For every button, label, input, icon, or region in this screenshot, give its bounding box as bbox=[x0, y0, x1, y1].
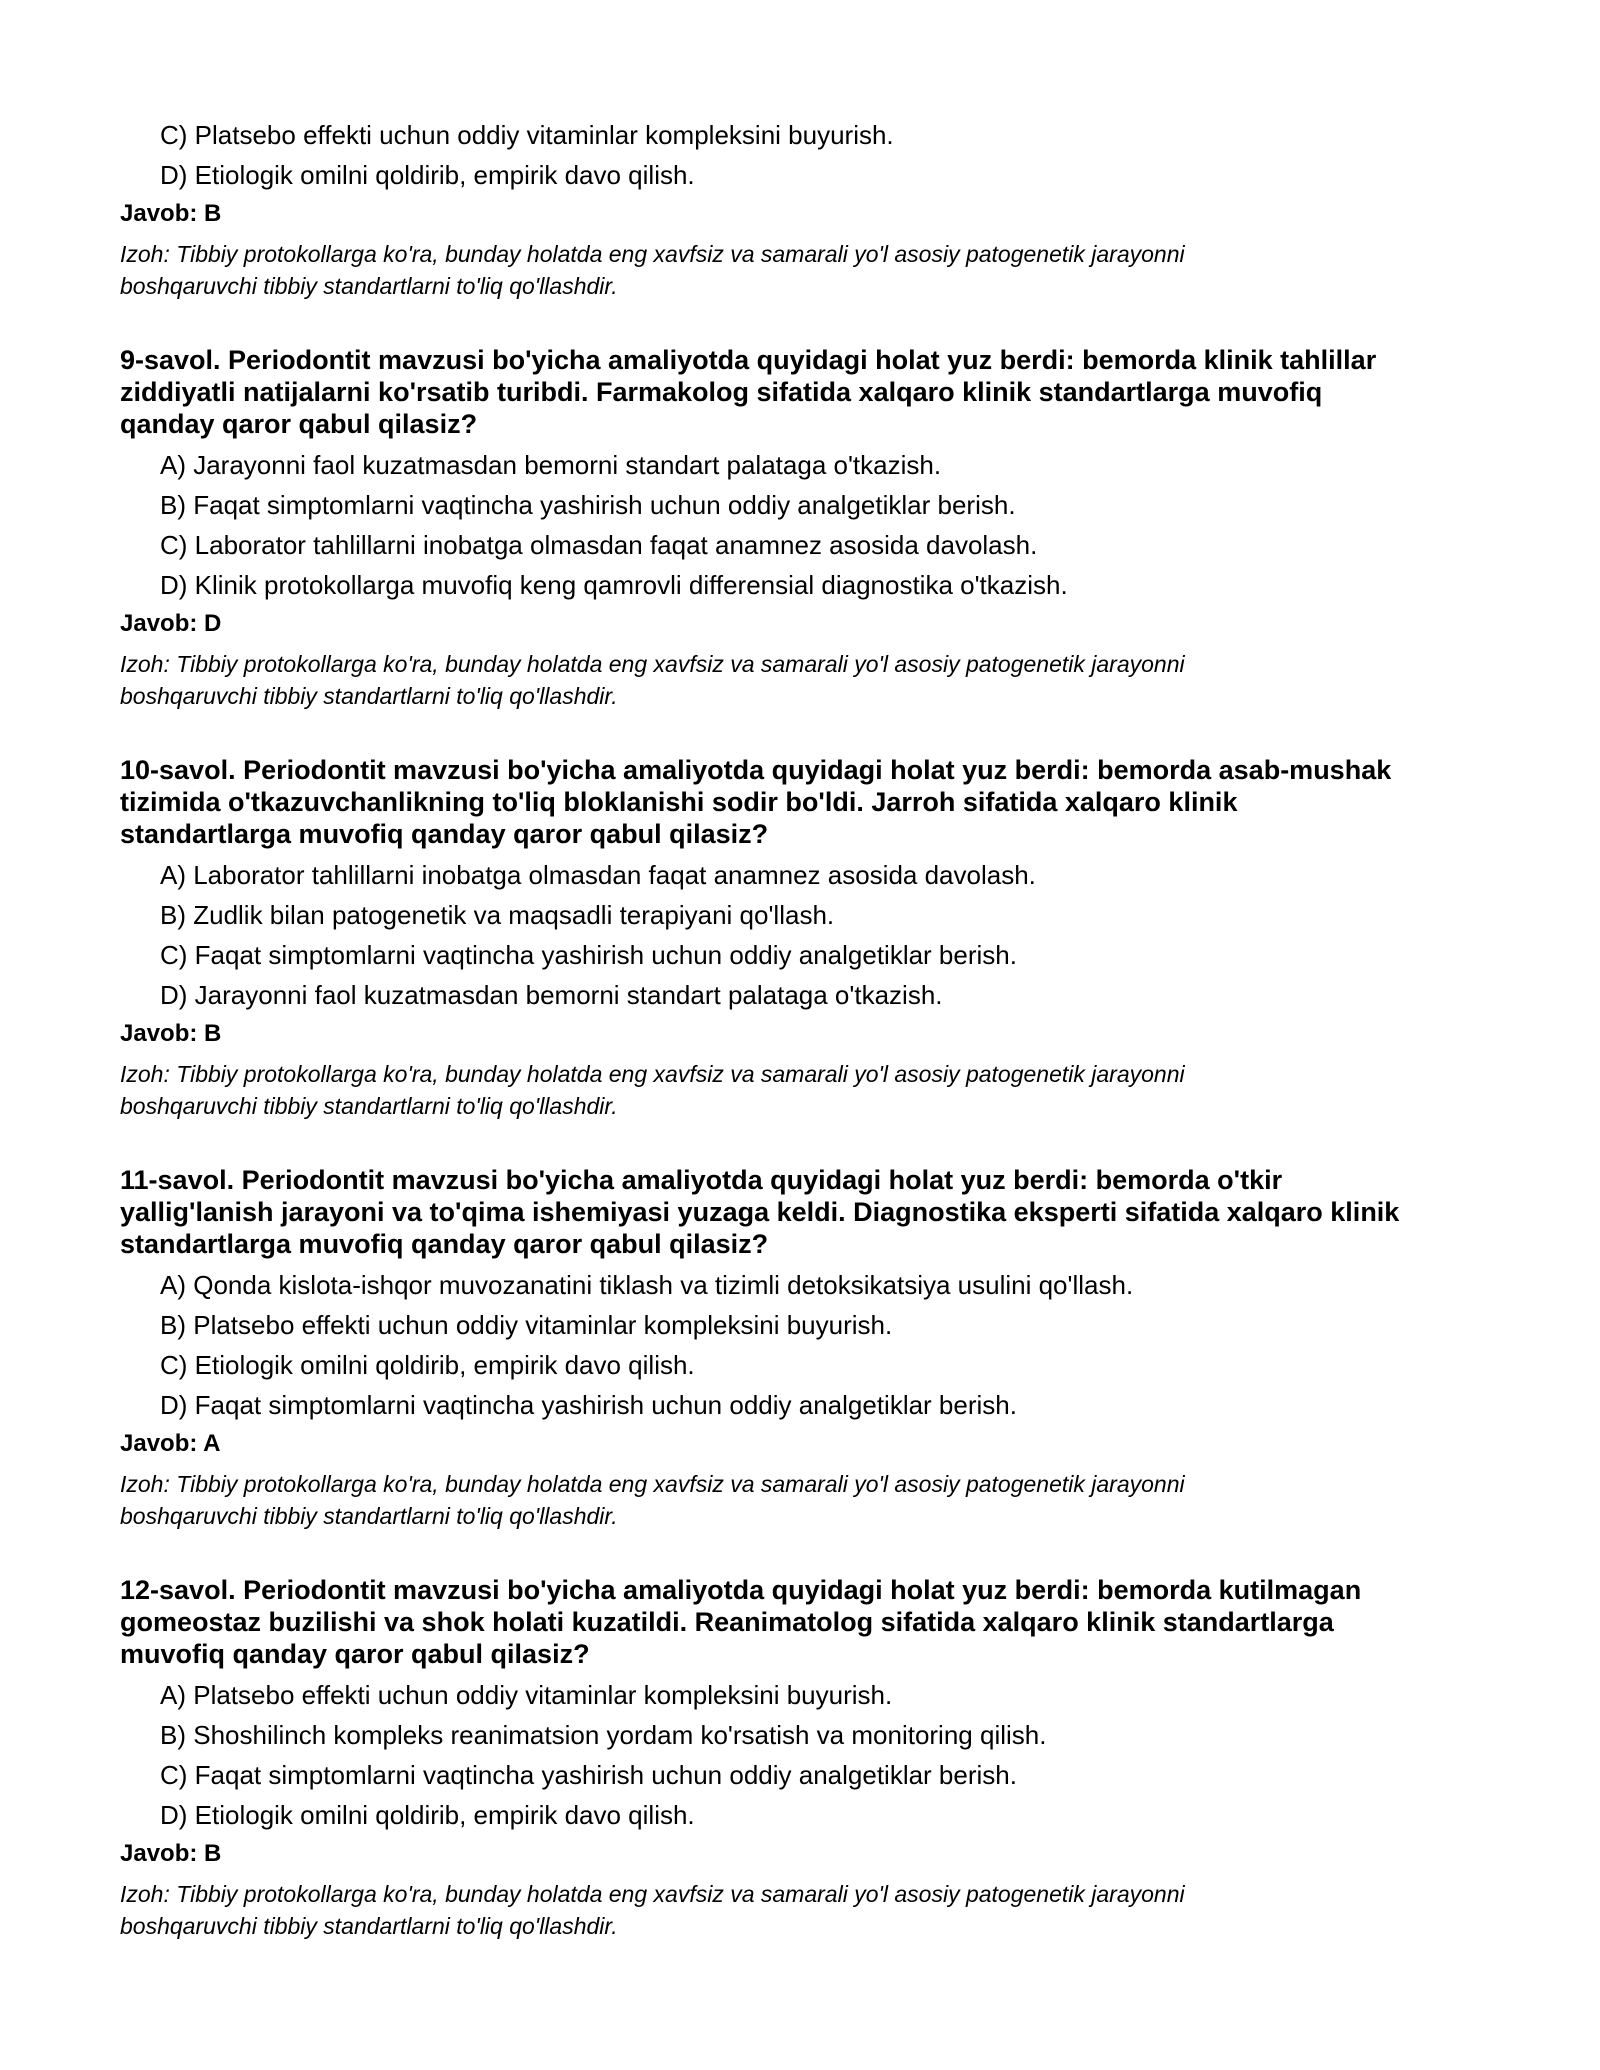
question-block-9 bbox=[120, 344, 1490, 712]
explanation-note bbox=[120, 648, 1490, 712]
question-title-line: standartlarga muvofiq qanday qaror qabul qilasiz? bbox=[120, 819, 769, 849]
option-c: C) Platsebo effekti uchun oddiy vitaminlar kompleksini buyurish. bbox=[160, 120, 894, 150]
question-title-line: standartlarga muvofiq qanday qaror qabul qilasiz? bbox=[120, 1229, 769, 1259]
explanation-line-1: Izoh: Tibbiy protokollarga ko'ra, bunday holatda eng xavfsiz va samarali yo'l asosiy patogenetik jarayonni bbox=[120, 241, 1185, 267]
question-block-8-continued bbox=[120, 120, 1490, 302]
question-title bbox=[120, 1164, 1490, 1260]
question-title bbox=[120, 344, 1490, 440]
document-page bbox=[120, 120, 1490, 1942]
question-title-line: qanday qaror qabul qilasiz? bbox=[120, 409, 478, 439]
question-title-line: ziddiyatli natijalarni ko'rsatib turibdi. Farmakolog sifatida xalqaro klinik standartlarga muvofiq bbox=[120, 377, 1323, 407]
option-b: B) Shoshilinch kompleks reanimatsion yordam ko'rsatish va monitoring qilish. bbox=[160, 1720, 1047, 1750]
option-d: D) Faqat simptomlarni vaqtincha yashirish uchun oddiy analgetiklar berish. bbox=[160, 1390, 1017, 1420]
option-b: B) Zudlik bilan patogenetik va maqsadli terapiyani qo'llash. bbox=[160, 900, 835, 930]
question-title-line: 11-savol. Periodontit mavzusi bo'yicha amaliyotda quyidagi holat yuz berdi: bemorda o'tkir bbox=[120, 1165, 1283, 1195]
option-a: A) Qonda kislota-ishqor muvozanatini tiklash va tizimli detoksikatsiya usulini qo'llash. bbox=[160, 1270, 1134, 1300]
question-block-12 bbox=[120, 1574, 1490, 1942]
answer-label: Javob: A bbox=[120, 1430, 221, 1457]
option-d: D) Etiologik omilni qoldirib, empirik davo qilish. bbox=[160, 160, 695, 190]
answer-label: Javob: D bbox=[120, 610, 222, 637]
option-b: B) Faqat simptomlarni vaqtincha yashirish uchun oddiy analgetiklar berish. bbox=[160, 490, 1016, 520]
answer-label: Javob: B bbox=[120, 1020, 222, 1047]
explanation-line-2: boshqaruvchi tibbiy standartlarni to'liq qo'llashdir. bbox=[120, 1093, 618, 1119]
question-block-11 bbox=[120, 1164, 1490, 1532]
explanation-line-1: Izoh: Tibbiy protokollarga ko'ra, bunday holatda eng xavfsiz va samarali yo'l asosiy patogenetik jarayonni bbox=[120, 1471, 1185, 1497]
question-title-line: 12-savol. Periodontit mavzusi bo'yicha amaliyotda quyidagi holat yuz berdi: bemorda kutilmagan bbox=[120, 1575, 1362, 1605]
option-d: D) Etiologik omilni qoldirib, empirik davo qilish. bbox=[160, 1800, 695, 1830]
option-c: C) Etiologik omilni qoldirib, empirik davo qilish. bbox=[160, 1350, 695, 1380]
question-title-line: muvofiq qanday qaror qabul qilasiz? bbox=[120, 1639, 590, 1669]
option-a: A) Laborator tahlillarni inobatga olmasdan faqat anamnez asosida davolash. bbox=[160, 860, 1036, 890]
option-c: C) Faqat simptomlarni vaqtincha yashirish uchun oddiy analgetiklar berish. bbox=[160, 1760, 1017, 1790]
option-a: A) Platsebo effekti uchun oddiy vitaminlar kompleksini buyurish. bbox=[160, 1680, 893, 1710]
question-title-line: gomeostaz buzilishi va shok holati kuzatildi. Reanimatolog sifatida xalqaro klinik standartlarga bbox=[120, 1607, 1334, 1637]
option-c: C) Faqat simptomlarni vaqtincha yashirish uchun oddiy analgetiklar berish. bbox=[160, 940, 1017, 970]
question-block-10 bbox=[120, 754, 1490, 1122]
option-b: B) Platsebo effekti uchun oddiy vitaminlar kompleksini buyurish. bbox=[160, 1310, 893, 1340]
explanation-line-1: Izoh: Tibbiy protokollarga ko'ra, bunday holatda eng xavfsiz va samarali yo'l asosiy patogenetik jarayonni bbox=[120, 651, 1185, 677]
explanation-note bbox=[120, 1468, 1490, 1532]
explanation-line-2: boshqaruvchi tibbiy standartlarni to'liq qo'llashdir. bbox=[120, 273, 618, 299]
explanation-note bbox=[120, 1878, 1490, 1942]
option-c: C) Laborator tahlillarni inobatga olmasdan faqat anamnez asosida davolash. bbox=[160, 530, 1038, 560]
question-title-line: tizimida o'tkazuvchanlikning to'liq bloklanishi sodir bo'ldi. Jarroh sifatida xalqaro klinik bbox=[120, 787, 1238, 817]
explanation-line-1: Izoh: Tibbiy protokollarga ko'ra, bunday holatda eng xavfsiz va samarali yo'l asosiy patogenetik jarayonni bbox=[120, 1881, 1185, 1907]
option-a: A) Jarayonni faol kuzatmasdan bemorni standart palataga o'tkazish. bbox=[160, 450, 942, 480]
explanation-note bbox=[120, 1058, 1490, 1122]
question-title-line: yallig'lanish jarayoni va to'qima ishemiyasi yuzaga keldi. Diagnostika eksperti sifatida xalqaro klinik bbox=[120, 1197, 1400, 1227]
question-title bbox=[120, 754, 1490, 850]
explanation-line-2: boshqaruvchi tibbiy standartlarni to'liq qo'llashdir. bbox=[120, 1913, 618, 1939]
question-title-line: 9-savol. Periodontit mavzusi bo'yicha amaliyotda quyidagi holat yuz berdi: bemorda klinik tahlillar bbox=[120, 345, 1377, 375]
option-d: D) Klinik protokollarga muvofiq keng qamrovli differensial diagnostika o'tkazish. bbox=[160, 570, 1068, 600]
answer-label: Javob: B bbox=[120, 200, 222, 227]
option-d: D) Jarayonni faol kuzatmasdan bemorni standart palataga o'tkazish. bbox=[160, 980, 943, 1010]
explanation-line-2: boshqaruvchi tibbiy standartlarni to'liq qo'llashdir. bbox=[120, 1503, 618, 1529]
explanation-line-2: boshqaruvchi tibbiy standartlarni to'liq qo'llashdir. bbox=[120, 683, 618, 709]
answer-label: Javob: B bbox=[120, 1840, 222, 1867]
question-title-line: 10-savol. Periodontit mavzusi bo'yicha amaliyotda quyidagi holat yuz berdi: bemorda asab-mushak bbox=[120, 755, 1392, 785]
explanation-line-1: Izoh: Tibbiy protokollarga ko'ra, bunday holatda eng xavfsiz va samarali yo'l asosiy patogenetik jarayonni bbox=[120, 1061, 1185, 1087]
question-title bbox=[120, 1574, 1490, 1670]
explanation-note bbox=[120, 238, 1490, 302]
